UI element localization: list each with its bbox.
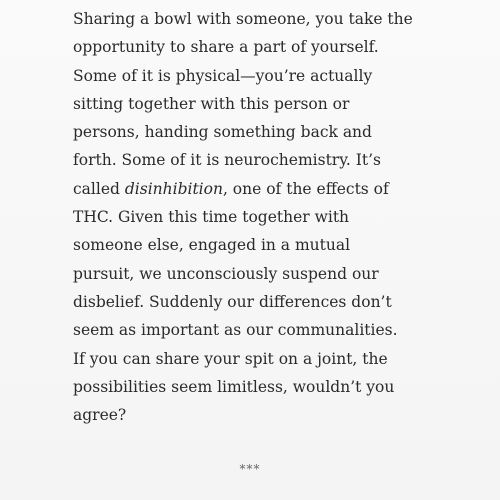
passage-line-9: someone else, engaged in a mutual [73, 236, 351, 255]
passage-line-14: possibilities seem limitless, wouldn’t you [73, 377, 395, 396]
passage-line-13: If you can share your spit on a joint, the [73, 349, 388, 368]
passage-line-7 [73, 175, 433, 203]
passage-line-5: persons, handing something back and [73, 123, 372, 142]
passage-line-6: forth. Some of it is neurochemistry. It’s [73, 151, 381, 170]
passage-text [73, 5, 433, 429]
passage-line-7-before: called [73, 179, 125, 198]
passage-line-4: sitting together with this person or [73, 94, 350, 113]
passage-line-1: Sharing a bowl with someone, you take the [73, 10, 413, 28]
passage-line-2: opportunity to share a part of yourself. [73, 38, 379, 57]
passage-line-3: Some of it is physical—you’re actually [73, 66, 373, 85]
passage-line-8: THC. Given this time together with [73, 208, 350, 227]
passage-line-15: agree? [73, 406, 127, 425]
section-divider: *** [239, 462, 261, 476]
passage-line-11: disbelief. Suddenly our differences don’t [73, 292, 392, 311]
italic-term: disinhibition [124, 179, 223, 198]
passage-line-12: seem as important as our communalities. [73, 321, 398, 340]
passage-line-7-after: , one of the effects of [222, 179, 389, 198]
passage-line-10: pursuit, we unconsciously suspend our [73, 264, 379, 283]
